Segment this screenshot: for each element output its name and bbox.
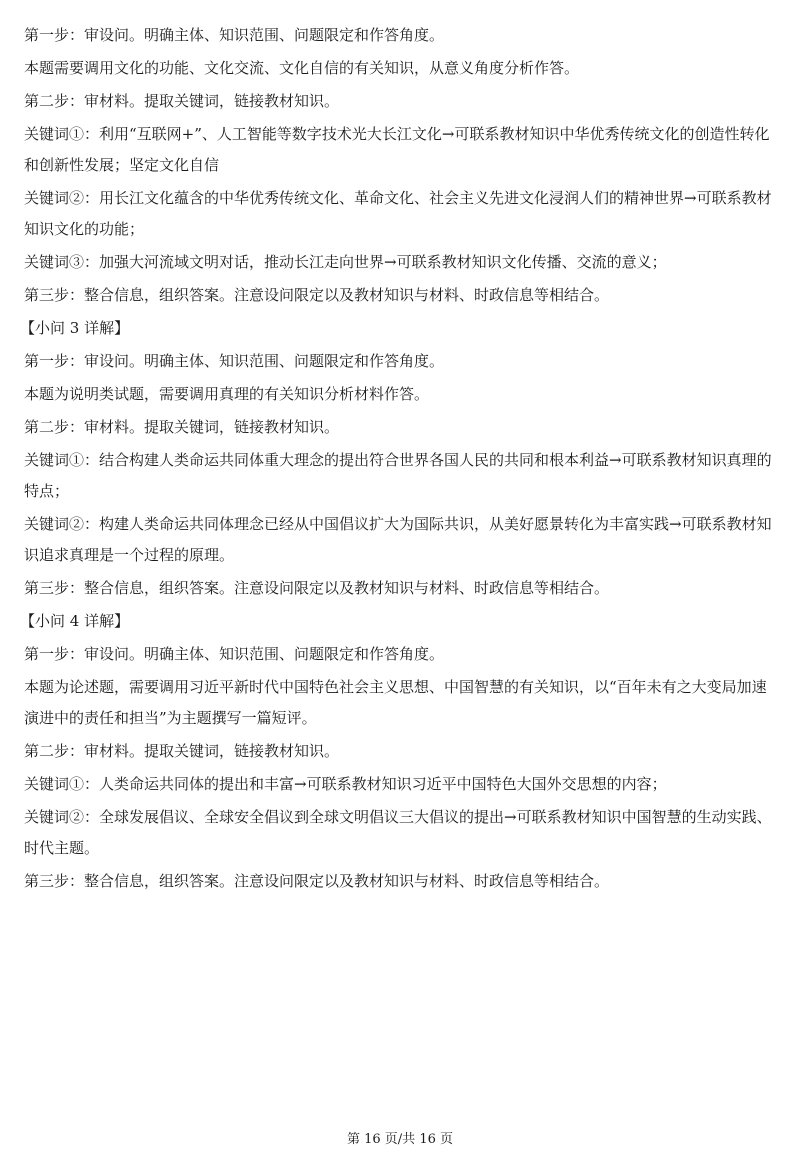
section-heading: 【小问 4 详解】 [20,612,130,630]
paragraph: 第一步：审设问。明确主体、知识范围、问题限定和作答角度。 [24,352,445,370]
paragraph: 关键词①：利用“互联网+”、人工智能等数字技术光大长江文化→可联系教材知识中华优秀传统文化的创造性转化和创新性发展；坚定文化自信 [24,125,770,174]
paragraph: 本题需要调用文化的功能、文化交流、文化自信的有关知识，从意义角度分析作答。 [24,59,580,77]
paragraph: 第二步：审材料。提取关键词，链接教材知识。 [24,92,340,110]
paragraph: 关键词②：用长江文化蕴含的中华优秀传统文化、革命文化、社会主义先进文化浸润人们的精神世界→可联系教材知识文化的功能； [24,189,772,238]
paragraph: 关键词②：全球发展倡议、全球安全倡议到全球文明倡议三大倡议的提出→可联系教材知识中国智慧的生动实践、时代主题。 [24,808,772,857]
answer-explanation-content [20,20,776,899]
paragraph: 第一步：审设问。明确主体、知识范围、问题限定和作答角度。 [24,26,445,44]
paragraph: 第二步：审材料。提取关键词，链接教材知识。 [24,742,340,760]
paragraph: 本题为说明类试题，需要调用真理的有关知识分析材料作答。 [24,385,430,403]
paragraph: 第三步：整合信息，组织答案。注意设问限定以及教材知识与材料、时政信息等相结合。 [24,579,610,597]
paragraph: 关键词①：人类命运共同体的提出和丰富→可联系教材知识习近平中国特色大国外交思想的内容； [24,775,667,793]
page-number-footer: 第 16 页/共 16 页 [347,1132,453,1147]
paragraph: 第三步：整合信息，组织答案。注意设问限定以及教材知识与材料、时政信息等相结合。 [24,872,610,890]
paragraph: 第三步：整合信息，组织答案。注意设问限定以及教材知识与材料、时政信息等相结合。 [24,286,610,304]
paragraph: 本题为论述题，需要调用习近平新时代中国特色社会主义思想、中国智慧的有关知识，以“百年未有之大变局加速演进中的责任和担当”为主题撰写一篇短评。 [24,678,767,727]
section-heading: 【小问 3 详解】 [20,319,130,337]
paragraph: 第二步：审材料。提取关键词，链接教材知识。 [24,418,340,436]
paragraph: 关键词①：结合构建人类命运共同体重大理念的提出符合世界各国人民的共同和根本利益→可联系教材知识真理的特点； [24,451,772,500]
paragraph: 第一步：审设问。明确主体、知识范围、问题限定和作答角度。 [24,645,445,663]
paragraph: 关键词③：加强大河流域文明对话，推动长江走向世界→可联系教材知识文化传播、交流的意义； [24,253,667,271]
paragraph: 关键词②：构建人类命运共同体理念已经从中国倡议扩大为国际共识，从美好愿景转化为丰富实践→可联系教材知识追求真理是一个过程的原理。 [24,515,772,564]
